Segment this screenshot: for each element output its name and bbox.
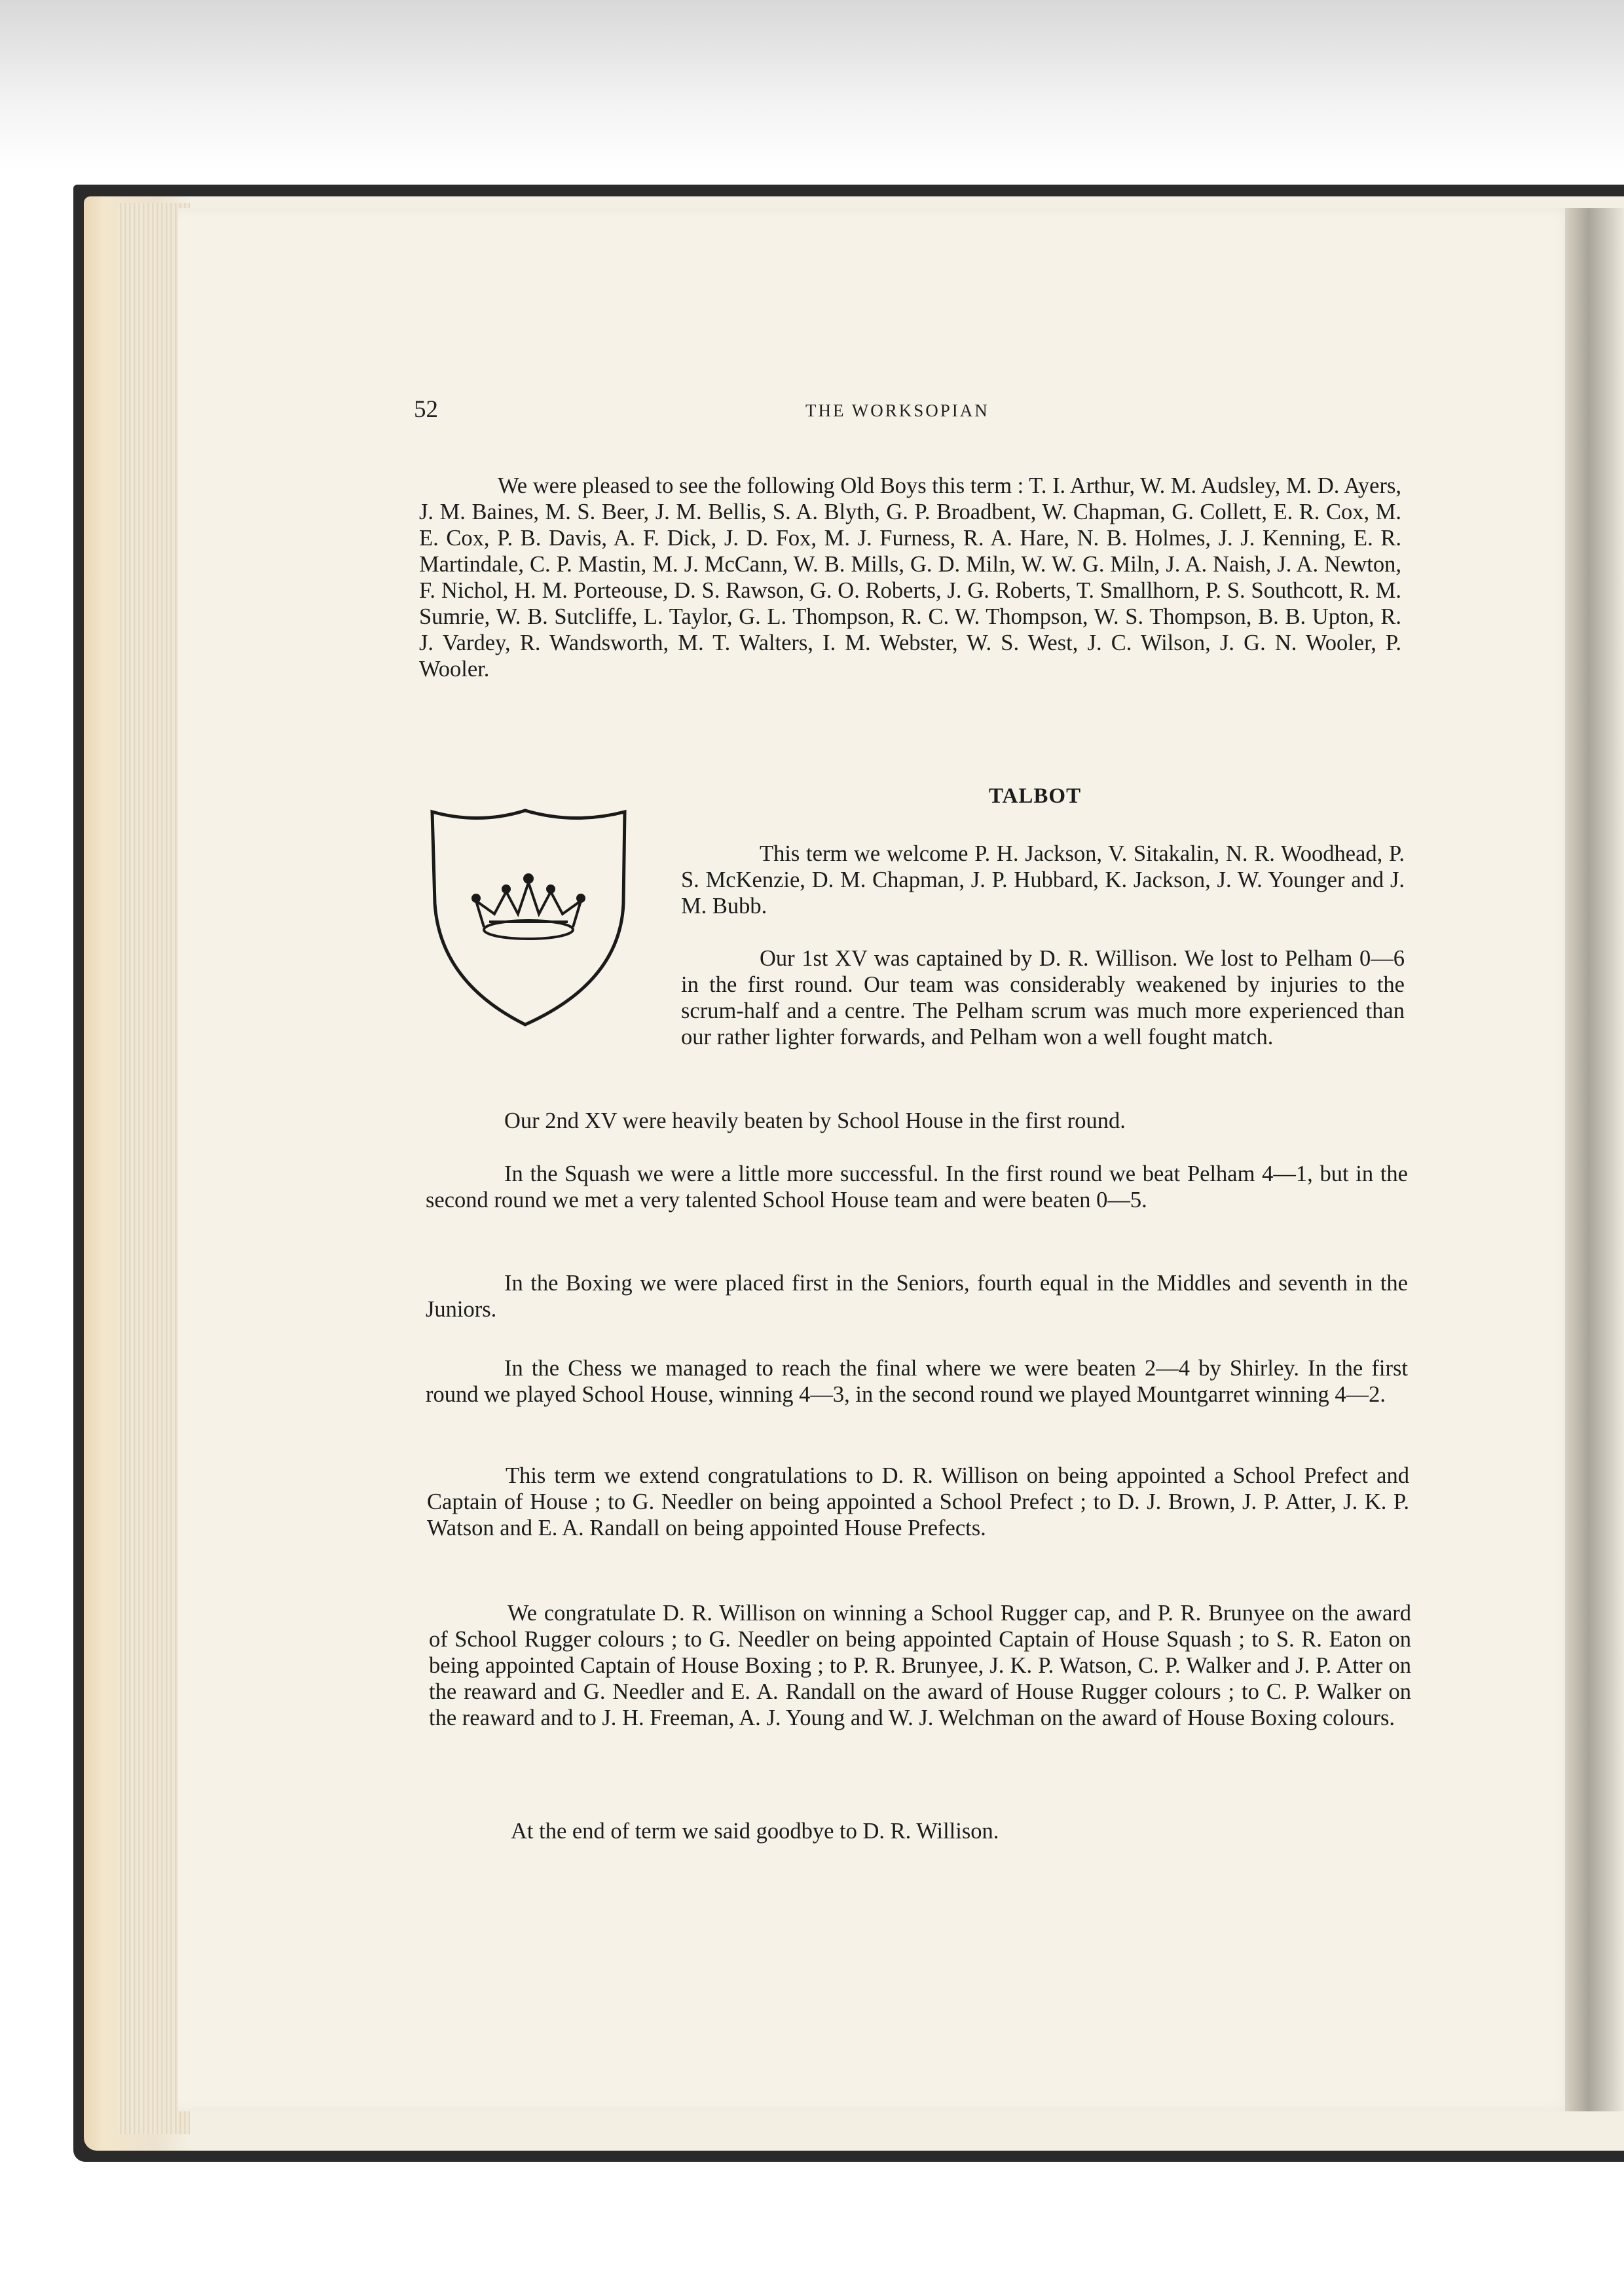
farewell-paragraph: At the end of term we said goodbye to D. R. Willison. xyxy=(511,1819,999,1844)
colours-paragraph: We congratulate D. R. Willison on winning a School Rugger cap, and P. R. Brunyee on the award of School Rugger colours ; to G. Needler on being appointed Captain of House Squash ; to S. R. Eaton on being appointed Captain of House Boxing ; to P. R. Brunyee, J. K. P. Watson, C. P. Walker and J. P. Atter on the reaward and G. Needler and E. A. Randall on the award of House Rugger colours ; to C. P. Walker on the reaward and to J. H. Freeman, A. J. Young and W. J. Welchman on the award of House Boxing colours. xyxy=(429,1601,1411,1730)
chess-paragraph: In the Chess we managed to reach the final where we were beaten 2—4 by Shirley. In the first round we played School House, winning 4—3, in the second round we played Mountgarret winning 4—2. xyxy=(426,1356,1408,1407)
book-gutter xyxy=(1565,208,1624,2111)
welcome-paragraph: This term we welcome P. H. Jackson, V. Sitakalin, N. R. Woodhead, P. S. McKenzie, D. M. Chapman, J. P. Hubbard, K. Jackson, J. W. Younger and J. M. Bubb. xyxy=(681,841,1405,919)
page-number: 52 xyxy=(414,396,438,423)
rugby-first-xv-paragraph: Our 1st XV was captained by D. R. Willison. We lost to Pelham 0—6 in the first round. Our team was considerably weakened by injuries to the scrum-half and a centre. The Pelham scrum was much more experienced than our rather lighter forwards, and Pelham won a well fought match. xyxy=(681,946,1405,1049)
boxing-paragraph: In the Boxing we were placed first in the Seniors, fourth equal in the Middles and seventh in the Juniors. xyxy=(426,1271,1408,1322)
squash-paragraph: In the Squash we were a little more successful. In the first round we beat Pelham 4—1, but in the second round we met a very talented School House team and were beaten 0—5. xyxy=(426,1161,1408,1212)
running-title: THE WORKSOPIAN xyxy=(805,401,989,420)
section-heading: TALBOT xyxy=(989,784,1082,808)
scan-background xyxy=(0,0,1624,170)
prefects-paragraph: This term we extend congratulations to D. R. Willison on being appointed a School Prefect and Captain of House ; to G. Needler on being appointed a School Prefect ; to D. J. Brown, J. P. Atter, J. K. P. Watson and E. A. Randall on being appointed House Prefects. xyxy=(427,1463,1409,1540)
old-boys-paragraph: We were pleased to see the following Old Boys this term : T. I. Arthur, W. M. Audsley, M. D. Ayers, J. M. Baines, M. S. Beer, J. M. Bellis, S. A. Blyth, G. P. Broadbent, W. Chapman, G. Collett, E. R. Cox, M. E. Cox, P. B. Davis, A. F. Dick, J. D. Fox, M. J. Furness, R. A. Hare, N. B. Holmes, J. J. Kenning, E. R. Martindale, C. P. Mastin, M. J. McCann, W. B. Mills, G. D. Miln, W. W. G. Miln, J. A. Naish, J. A. Newton, F. Nichol, H. M. Porteouse, D. S. Rawson, G. O. Roberts, J. G. Roberts, T. Smallhorn, P. S. Southcott, R. M. Sumrie, W. B. Sutcliffe, L. Taylor, G. L. Thompson, R. C. W. Thompson, W. S. Thompson, B. B. Upton, R. J. Vardey, R. Wandsworth, M. T. Walters, I. M. Webster, W. S. West, J. C. Wilson, J. G. N. Wooler, P. Wooler. xyxy=(419,473,1401,682)
rugby-second-xv-paragraph: Our 2nd XV were heavily beaten by School House in the first round. xyxy=(504,1108,1126,1133)
shield-crown-crest-icon xyxy=(427,805,631,1029)
